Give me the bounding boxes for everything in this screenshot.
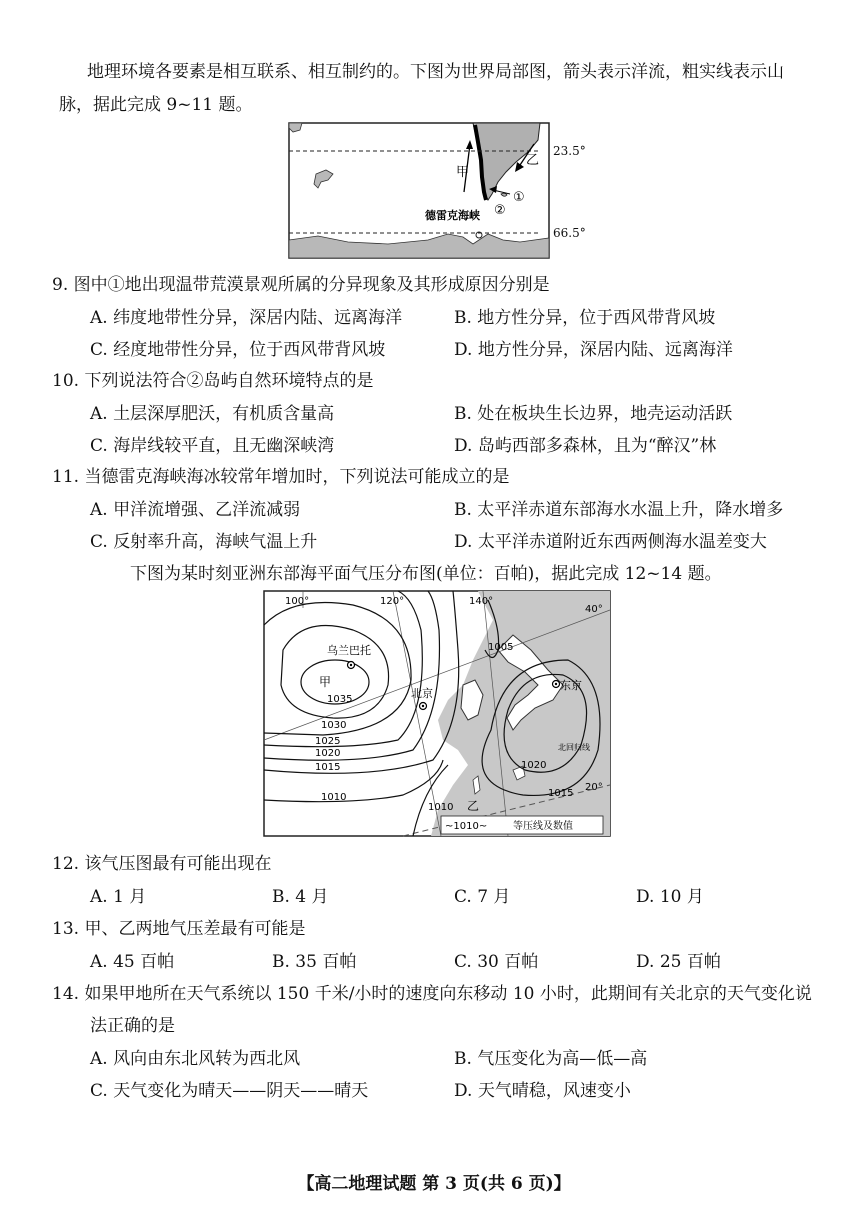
- q11-option-d: D. 太平洋赤道附近东西两侧海水温差变大: [454, 532, 767, 552]
- q13-option-d: D. 25 百帕: [636, 952, 721, 972]
- intro-line-2: 脉，据此完成 9~11 题。: [59, 95, 253, 115]
- q12-option-d: D. 10 月: [636, 887, 704, 907]
- q13-option-b: B. 35 百帕: [272, 952, 357, 972]
- lon-120-label: 120°: [380, 596, 405, 607]
- isobar-label-1025: 1025: [315, 736, 341, 747]
- isobar-label-1010-east: 1010: [428, 802, 454, 813]
- isobar-label-1005: 1005: [488, 642, 514, 653]
- q14-stem-line-2: 法正确的是: [90, 1016, 175, 1036]
- q11-option-b: B. 太平洋赤道东部海水水温上升，降水增多: [454, 500, 784, 520]
- q12-option-a: A. 1 月: [90, 887, 147, 907]
- isobar-label-1020-east: 1020: [521, 760, 547, 771]
- isobar-label-1015: 1015: [315, 762, 341, 773]
- drake-passage-label: 德雷克海峡: [425, 209, 480, 222]
- isobar-label-1010: 1010: [321, 792, 347, 803]
- lat-20-label: 20°: [585, 782, 603, 793]
- q9-option-b: B. 地方性分异，位于西风带背风坡: [454, 308, 716, 328]
- q10-option-a: A. 土层深厚肥沃，有机质含量高: [90, 404, 335, 424]
- page-footer: 【高二地理试题 第 3 页(共 6 页)】: [297, 1174, 571, 1194]
- intro-2: 下图为某时刻亚洲东部海平面气压分布图(单位：百帕)，据此完成 12~14 题。: [130, 564, 722, 584]
- isobar-label-1020: 1020: [315, 748, 341, 759]
- q13-stem: 13. 甲、乙两地气压差最有可能是: [52, 919, 306, 939]
- map2-label-jia: 甲: [319, 675, 332, 689]
- q9-stem: 9. 图中①地出现温带荒漠景观所属的分异现象及其形成原因分别是: [52, 275, 550, 295]
- isobar-label-1035: 1035: [327, 694, 353, 705]
- lon-100-label: 100°: [285, 596, 310, 607]
- q14-option-a: A. 风向由东北风转为西北风: [90, 1049, 301, 1069]
- q10-stem: 10. 下列说法符合②岛屿自然环境特点的是: [52, 371, 374, 391]
- map2-label-yi: 乙: [467, 799, 480, 813]
- tokyo-label: 东京: [560, 679, 582, 692]
- intro-line-1: 地理环境各要素是相互联系、相互制约的。下图为世界局部图，箭头表示洋流，粗实线表示山: [87, 62, 784, 82]
- legend-text: 等压线及数值: [513, 821, 573, 832]
- q12-stem: 12. 该气压图最有可能出现在: [52, 854, 272, 874]
- q11-stem: 11. 当德雷克海峡海冰较常年增加时，下列说法可能成立的是: [52, 467, 510, 487]
- isobar-label-1015-east: 1015: [548, 788, 574, 799]
- isobar-label-1030: 1030: [321, 720, 347, 731]
- legend-symbol: ~1010~: [445, 821, 488, 832]
- q13-option-c: C. 30 百帕: [454, 952, 539, 972]
- q9-option-c: C. 经度地带性分异，位于西风带背风坡: [90, 340, 386, 360]
- q13-option-a: A. 45 百帕: [90, 952, 175, 972]
- map1-label-jia: 甲: [456, 165, 470, 180]
- q9-option-d: D. 地方性分异，深居内陆、远离海洋: [454, 340, 733, 360]
- q10-option-c: C. 海岸线较平直，且无幽深峡湾: [90, 436, 335, 456]
- q11-option-c: C. 反射率升高，海峡气温上升: [90, 532, 318, 552]
- lat-23-5-label: 23.5°: [553, 144, 586, 158]
- q12-option-c: C. 7 月: [454, 887, 511, 907]
- ulaanbaatar-label: 乌兰巴托: [327, 644, 371, 657]
- q10-option-d: D. 岛屿西部多森林，且为“醉汉”林: [454, 436, 717, 456]
- q14-stem-line-1: 14. 如果甲地所在天气系统以 150 千米/小时的速度向东移动 10 小时，此期间有关北京的天气变化说: [52, 984, 812, 1004]
- q10-option-b: B. 处在板块生长边界，地壳运动活跃: [454, 404, 733, 424]
- east-asia-pressure-map: [263, 590, 611, 837]
- map1-label-yi: 乙: [526, 153, 540, 168]
- q12-option-b: B. 4 月: [272, 887, 329, 907]
- tropic-label: 北回归线: [558, 743, 590, 752]
- world-partial-map: [288, 122, 550, 259]
- q14-option-b: B. 气压变化为高—低—高: [454, 1049, 648, 1069]
- lat-40-label: 40°: [585, 604, 603, 615]
- beijing-label: 北京: [411, 687, 433, 700]
- q14-option-c: C. 天气变化为晴天——阴天——晴天: [90, 1081, 369, 1101]
- lon-140-label: 140°: [469, 596, 494, 607]
- q11-option-a: A. 甲洋流增强、乙洋流减弱: [90, 500, 301, 520]
- lat-66-5-label: 66.5°: [553, 226, 586, 240]
- map1-label-2: ②: [494, 203, 506, 218]
- q14-option-d: D. 天气晴稳，风速变小: [454, 1081, 631, 1101]
- map1-label-1: ①: [513, 190, 525, 205]
- q9-option-a: A. 纬度地带性分异，深居内陆、远离海洋: [90, 308, 403, 328]
